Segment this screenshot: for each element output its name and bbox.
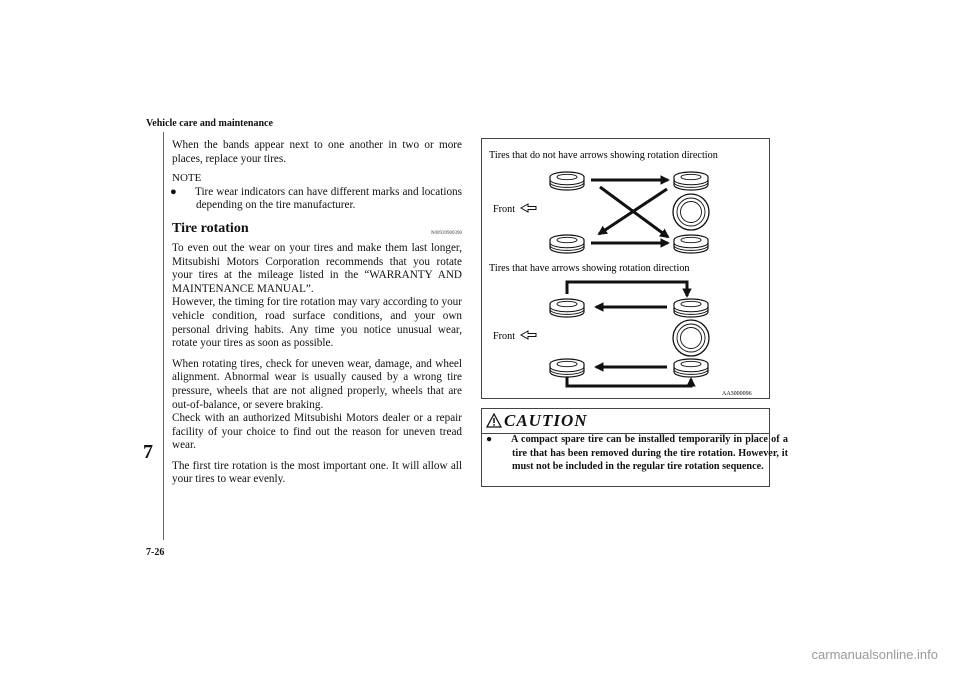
caution-bullet (488, 433, 788, 474)
watermark: carmanualsonline.info (811, 647, 938, 662)
front-direction-icon-2 (521, 331, 536, 339)
rotation-diagram (482, 139, 769, 398)
section-title: Tire rotation (172, 220, 249, 236)
page-number: 7-26 (146, 547, 165, 558)
section-heading (172, 222, 462, 242)
chapter-tab: 7 (143, 441, 153, 463)
tire-front-right-icon-2 (674, 299, 708, 317)
caution-box (481, 408, 788, 487)
note-bullet-text: Tire wear indicators can have different marks and locations depending on the tire manufacturer. (195, 185, 462, 212)
tire-rotation-figure (481, 138, 770, 399)
caution-title: CAUTION (504, 411, 588, 430)
note-label: NOTE (172, 172, 202, 185)
paragraph-5: The first tire rotation is the most important one. It will allow all your tires to wear evenly. (172, 459, 462, 486)
tire-front-right-icon (674, 172, 708, 190)
arrow-front-over (567, 282, 687, 296)
figure-code: AA3000096 (722, 391, 752, 397)
intro-paragraph: When the bands appear next to one another in two or more places, replace your tires. (172, 139, 462, 165)
paragraph-4: Check with an authorized Mitsubishi Motors dealer or a repair facility of your choice to find out the reason for uneven tread wear. (172, 412, 462, 452)
spare-tire-icon (673, 194, 709, 230)
note-bullet (172, 186, 462, 213)
caution-text: A compact spare tire can be installed temporarily in place of a tire that has been removed during the tire rotation. However, it must not be included in the regular tire rotation sequence. (511, 434, 788, 472)
tire-rear-left-icon-2 (550, 359, 584, 377)
front-label-2: Front (493, 331, 516, 342)
section-code: N00939900390 (430, 230, 462, 236)
caution-bullet-icon: ● (486, 434, 493, 445)
paragraph-2: However, the timing for tire rotation may vary according to your vehicle condition, road surface conditions, and your own personal driving habits. Any time you notice unusual wear, rotate your tires as soon as possible. (172, 296, 462, 350)
tire-front-left-icon (550, 172, 584, 190)
tire-rear-left-icon (550, 235, 584, 253)
tire-rear-right-icon-2 (674, 359, 708, 377)
page-header: Vehicle care and maintenance (146, 118, 273, 129)
paragraph-3: When rotating tires, check for uneven wear, damage, and wheel alignment. Abnormal wear is usually caused by a wrong tire pressure, wheels that are not aligned properly, wheels that are out-of-balance, or severe braking. (172, 357, 462, 411)
caption-with-arrows: Tires that have arrows showing rotation direction (489, 263, 690, 274)
tire-front-left-icon-2 (550, 299, 584, 317)
chapter-divider (163, 132, 164, 540)
paragraph-1: To even out the wear on your tires and make them last longer, Mitsubishi Motors Corporation recommends that you rotate your tires at the mileage listed in the “WARRANTY AND MAINTENANCE MANUAL”. (172, 241, 462, 295)
left-column (172, 139, 462, 487)
front-direction-icon-1 (521, 204, 536, 212)
tire-rear-right-icon (674, 235, 708, 253)
bullet-icon: ● (170, 185, 177, 198)
caption-no-arrows: Tires that do not have arrows showing rotation direction (489, 150, 718, 161)
front-label-1: Front (493, 204, 516, 215)
spare-tire-icon-2 (673, 320, 709, 356)
arrow-rear-under (567, 377, 691, 386)
warning-triangle-icon (486, 413, 502, 428)
